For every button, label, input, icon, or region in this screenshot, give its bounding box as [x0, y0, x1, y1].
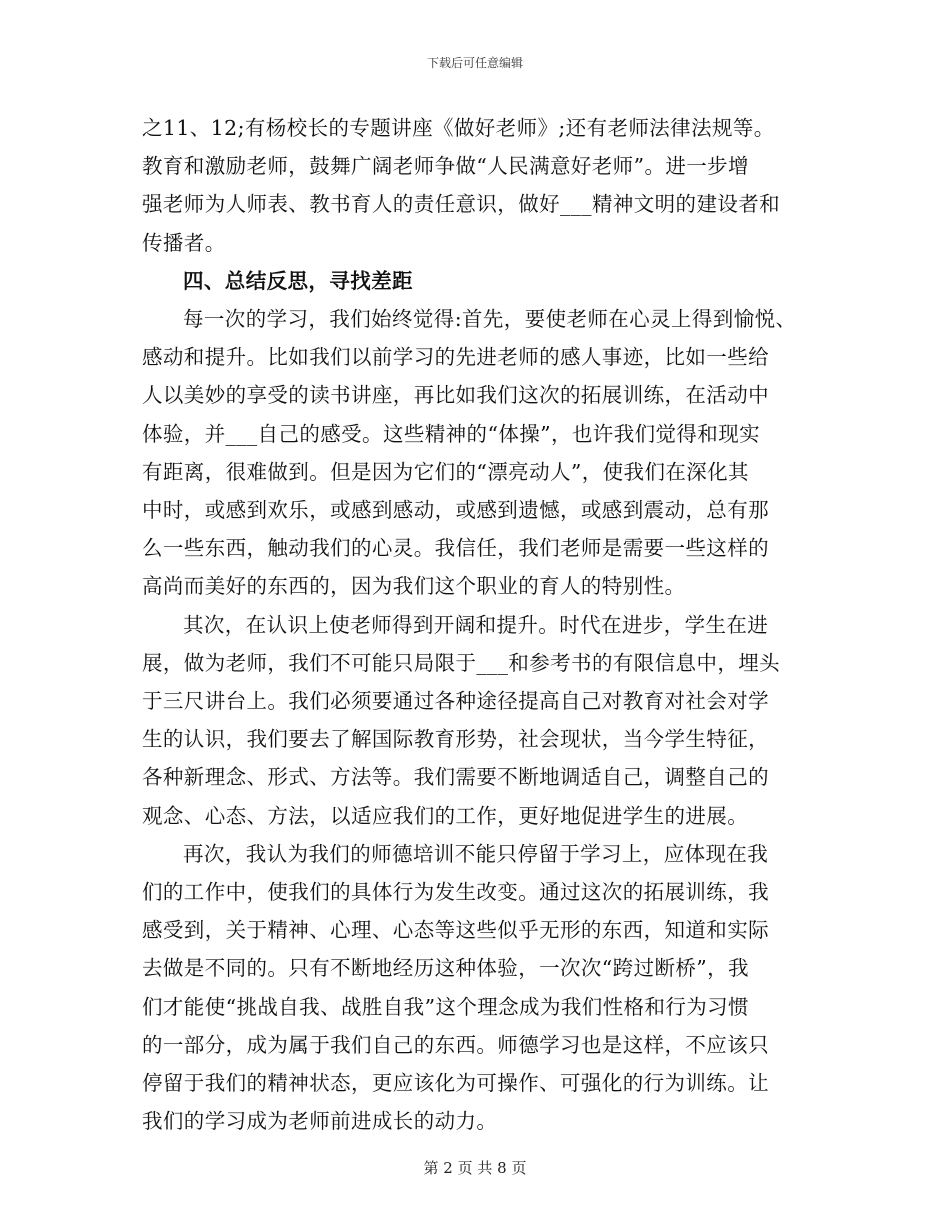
document-body [142, 109, 822, 1140]
text-line: 各种新理念、形式、方法等。我们需要不断地调适自己，调整自己的 [142, 765, 769, 790]
text-line: 之11、12;有杨校长的专题讲座《做好老师》;还有老师法律法规等。 [142, 116, 775, 140]
paragraph-1 [142, 300, 822, 606]
section-heading: 四、总结反思，寻找差距 [183, 268, 413, 293]
text-line: 感受到，关于精神、心理、心态等这些似乎无形的东西，知道和实际 [142, 918, 769, 943]
text-line: 么一些东西，触动我们的心灵。我信任，我们老师是需要一些这样的 [142, 536, 769, 561]
text-line: 每一次的学习，我们始终觉得:首先，要使老师在心灵上得到愉悦、 [183, 307, 797, 332]
paragraph-3 [142, 835, 822, 1141]
page-header: 下载后可任意编辑 [426, 56, 523, 70]
text-line: 强老师为人师表、教书育人的责任意识，做好___精神文明的建设者和 [142, 192, 781, 217]
text-line: 体验，并___自己的感受。这些精神的“体操”，也许我们觉得和现实 [142, 421, 761, 446]
text-line: 的一部分，成为属于我们自己的东西。师德学习也是这样，不应该只 [142, 1032, 769, 1057]
text-line: 观念、心态、方法，以适应我们的工作，更好地促进学生的进展。 [142, 803, 749, 828]
text-line: 传播者。 [142, 230, 226, 255]
text-line: 感动和提升。比如我们以前学习的先进老师的感人事迹，比如一些给 [142, 345, 769, 370]
text-line: 其次，在认识上使老师得到开阔和提升。时代在进步，学生在进 [183, 612, 769, 637]
text-line: 们才能使“挑战自我、战胜自我”这个理念成为我们性格和行为习惯 [142, 994, 749, 1019]
intro-paragraph [142, 109, 822, 262]
text-line: 停留于我们的精神状态，更应该化为可操作、可强化的行为训练。让 [142, 1071, 769, 1096]
text-line: 去做是不同的。只有不断地经历这种体验，一次次“跨过断桥”，我 [142, 956, 749, 981]
page-number: 第 2 页 共 8 页 [423, 1159, 527, 1177]
text-line: 高尚而美好的东西的，因为我们这个职业的育人的特别性。 [142, 574, 686, 599]
text-line: 教育和激励老师，鼓舞广阔老师争做“人民满意好老师”。进一步增 [142, 154, 749, 179]
text-line: 们的工作中，使我们的具体行为发生改变。通过这次的拓展训练，我 [142, 880, 769, 905]
text-line: 展，做为老师，我们不可能只局限于___和参考书的有限信息中，埋头 [142, 650, 781, 675]
paragraph-2 [142, 606, 822, 835]
text-line: 于三尺讲台上。我们必须要通过各种途径提高自己对教育对社会对学 [142, 689, 769, 714]
text-line: 人以美妙的享受的读书讲座，再比如我们这次的拓展训练，在活动中 [142, 383, 769, 408]
text-line: 再次，我认为我们的师德培训不能只停留于学习上，应体现在我 [183, 841, 769, 866]
text-line: 有距离，很难做到。但是因为它们的“漂亮动人”，使我们在深化其 [142, 459, 749, 484]
text-line: 中时，或感到欢乐，或感到感动，或感到遗憾，或感到震动，总有那 [142, 498, 769, 523]
text-line: 我们的学习成为老师前进成长的动力。 [142, 1109, 498, 1134]
text-line: 生的认识，我们要去了解国际教育形势，社会现状，当今学生特征， [142, 727, 769, 752]
